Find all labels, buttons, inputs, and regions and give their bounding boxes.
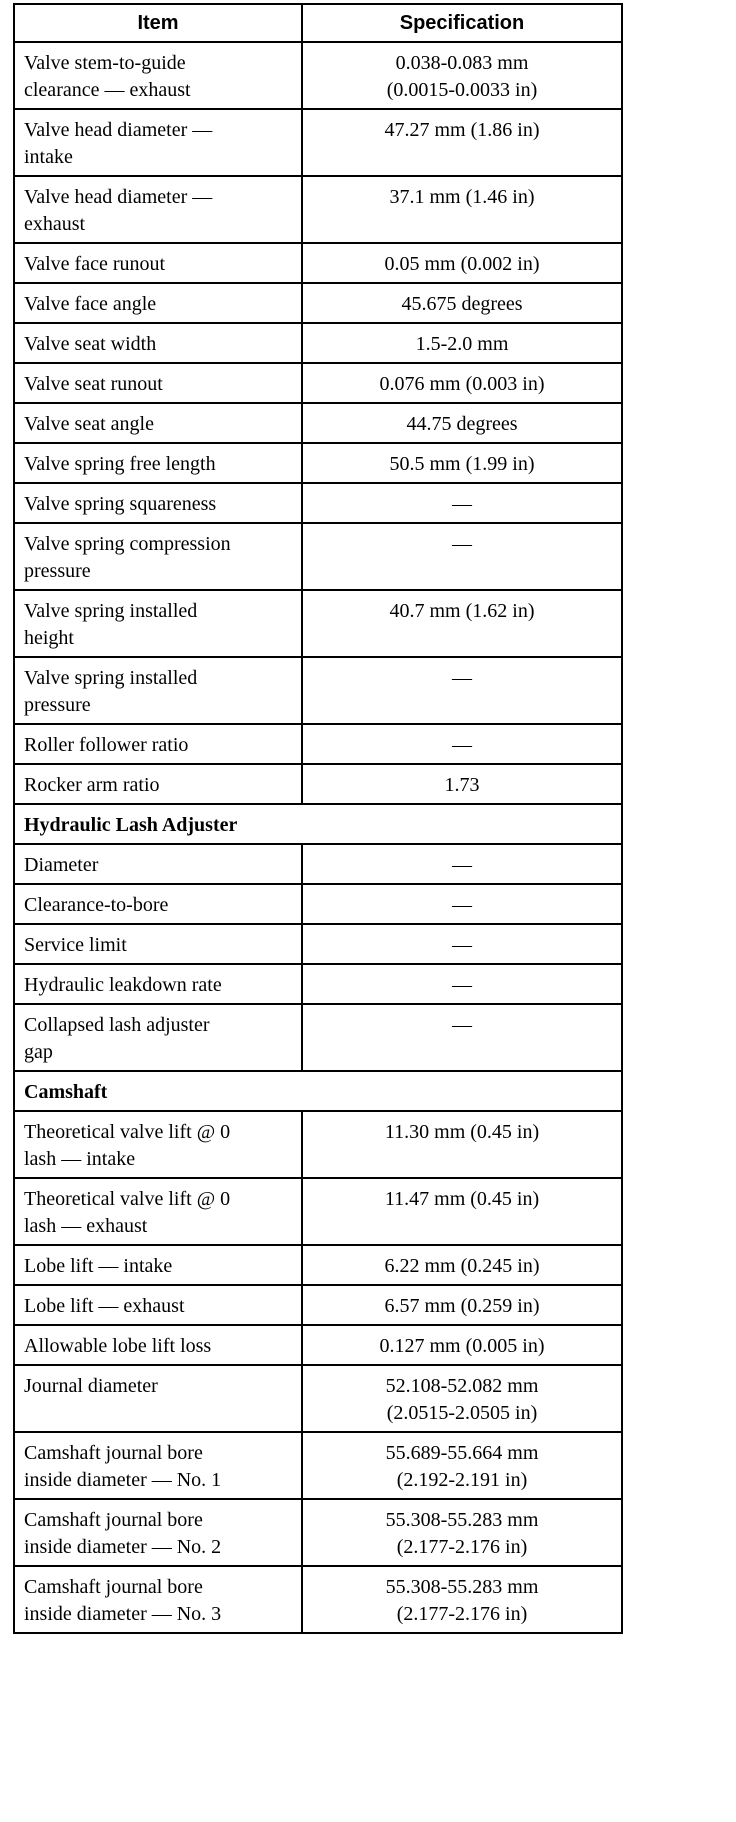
item-cell — [14, 403, 302, 443]
item-cell — [14, 590, 302, 657]
table-row — [14, 884, 622, 924]
item-text: Valve head diameter — — [24, 119, 213, 141]
item-cell — [14, 243, 302, 283]
table-row — [14, 363, 622, 403]
item-cell — [14, 176, 302, 243]
item-text: lash — intake — [24, 1148, 136, 1170]
specification-cell — [302, 1245, 622, 1285]
specification-value: — — [452, 533, 472, 555]
specification-cell — [302, 1432, 622, 1499]
item-text: Camshaft journal bore — [24, 1576, 203, 1598]
item-cell — [14, 724, 302, 764]
specification-value: (2.192-2.191 in) — [396, 1469, 528, 1491]
specification-cell — [302, 283, 622, 323]
item-text: Lobe lift — exhaust — [24, 1295, 185, 1317]
item-cell — [14, 764, 302, 804]
specification-value: 11.30 mm (0.45 in) — [384, 1121, 540, 1143]
item-text: Camshaft journal bore — [24, 1442, 203, 1464]
table-row — [14, 1111, 622, 1178]
specification-value: (2.177-2.176 in) — [396, 1536, 528, 1558]
table-row — [14, 1245, 622, 1285]
item-text: Valve spring squareness — [24, 493, 217, 515]
item-text: Diameter — [24, 854, 99, 876]
item-text: Valve face angle — [24, 293, 157, 315]
specification-value: 55.308-55.283 mm — [385, 1509, 539, 1531]
item-text: Valve head diameter — — [24, 186, 213, 208]
section-heading: Hydraulic Lash Adjuster — [14, 804, 622, 844]
item-text: Valve spring compression — [24, 533, 231, 555]
item-text: gap — [24, 1041, 53, 1063]
table-row — [14, 724, 622, 764]
specification-value: 0.05 mm (0.002 in) — [384, 253, 540, 275]
specification-value: — — [452, 934, 472, 956]
specification-cell — [302, 844, 622, 884]
specification-value: — — [452, 1014, 472, 1036]
item-text: Clearance-to-bore — [24, 894, 169, 916]
specification-value: 1.73 — [444, 774, 480, 796]
table-row — [14, 283, 622, 323]
specification-value: (2.177-2.176 in) — [396, 1603, 528, 1625]
item-cell — [14, 283, 302, 323]
table-row — [14, 1365, 622, 1432]
specifications-table — [13, 3, 623, 1634]
table-row — [14, 42, 622, 109]
specification-value: — — [452, 974, 472, 996]
item-cell — [14, 1325, 302, 1365]
table-row — [14, 176, 622, 243]
specification-value: — — [452, 734, 472, 756]
specification-cell — [302, 443, 622, 483]
specification-value: — — [452, 854, 472, 876]
item-text: Allowable lobe lift loss — [24, 1335, 212, 1357]
specification-value: 44.75 degrees — [406, 413, 518, 435]
specification-cell — [302, 657, 622, 724]
item-cell — [14, 1499, 302, 1566]
specification-value: 40.7 mm (1.62 in) — [389, 600, 535, 622]
table-row — [14, 1285, 622, 1325]
specification-cell — [302, 1111, 622, 1178]
item-text: Hydraulic leakdown rate — [24, 974, 222, 996]
table-row — [14, 523, 622, 590]
item-cell — [14, 523, 302, 590]
item-text: Valve spring installed — [24, 600, 198, 622]
specification-cell — [302, 323, 622, 363]
item-text: Roller follower ratio — [24, 734, 189, 756]
specification-value: 11.47 mm (0.45 in) — [384, 1188, 540, 1210]
specification-value: 45.675 degrees — [401, 293, 523, 315]
item-cell — [14, 1432, 302, 1499]
item-cell — [14, 844, 302, 884]
item-text: Valve seat angle — [24, 413, 154, 435]
item-text: pressure — [24, 560, 91, 582]
table-row — [14, 1432, 622, 1499]
specification-cell — [302, 1325, 622, 1365]
section-row — [14, 1071, 622, 1111]
item-cell — [14, 1178, 302, 1245]
item-text: exhaust — [24, 213, 86, 235]
item-text: pressure — [24, 694, 91, 716]
item-cell — [14, 1245, 302, 1285]
specification-value: (2.0515-2.0505 in) — [386, 1402, 538, 1424]
section-row — [14, 804, 622, 844]
item-cell — [14, 42, 302, 109]
table-row — [14, 1566, 622, 1633]
item-text: inside diameter — No. 1 — [24, 1469, 222, 1491]
item-text: inside diameter — No. 3 — [24, 1603, 222, 1625]
table-row — [14, 1004, 622, 1071]
table-row — [14, 1499, 622, 1566]
specification-cell — [302, 403, 622, 443]
table-row — [14, 590, 622, 657]
item-cell — [14, 483, 302, 523]
item-text: Camshaft journal bore — [24, 1509, 203, 1531]
item-text: Valve seat runout — [24, 373, 163, 395]
item-text: Valve seat width — [24, 333, 157, 355]
item-cell — [14, 443, 302, 483]
specification-value: 47.27 mm (1.86 in) — [384, 119, 540, 141]
item-cell — [14, 657, 302, 724]
table-row — [14, 1178, 622, 1245]
header-row — [14, 4, 622, 42]
specification-cell — [302, 764, 622, 804]
item-cell — [14, 1566, 302, 1633]
specification-cell — [302, 243, 622, 283]
item-text: Rocker arm ratio — [24, 774, 160, 796]
specification-value: 52.108-52.082 mm — [385, 1375, 539, 1397]
item-cell — [14, 109, 302, 176]
table-body — [14, 42, 622, 1633]
specification-value: — — [452, 667, 472, 689]
item-cell — [14, 363, 302, 403]
table-row — [14, 443, 622, 483]
specification-cell — [302, 884, 622, 924]
item-text: lash — exhaust — [24, 1215, 148, 1237]
specification-cell — [302, 724, 622, 764]
table-header — [14, 4, 622, 42]
item-cell — [14, 323, 302, 363]
item-text: clearance — exhaust — [24, 79, 191, 101]
item-text: height — [24, 627, 74, 649]
specification-cell — [302, 1285, 622, 1325]
specification-cell — [302, 964, 622, 1004]
table-row — [14, 403, 622, 443]
table-row — [14, 1325, 622, 1365]
specification-cell — [302, 483, 622, 523]
item-text: Journal diameter — [24, 1375, 158, 1397]
item-text: Service limit — [24, 934, 127, 956]
specification-value: 0.127 mm (0.005 in) — [379, 1335, 545, 1357]
item-cell — [14, 884, 302, 924]
item-cell — [14, 1111, 302, 1178]
table-row — [14, 483, 622, 523]
specification-value: 50.5 mm (1.99 in) — [389, 453, 535, 475]
specification-value: 0.076 mm (0.003 in) — [379, 373, 545, 395]
specification-value: 6.57 mm (0.259 in) — [384, 1295, 540, 1317]
specification-cell — [302, 523, 622, 590]
specification-value: — — [452, 894, 472, 916]
specification-cell — [302, 1365, 622, 1432]
item-column-header: Item — [14, 4, 302, 42]
specification-value: 1.5-2.0 mm — [415, 333, 509, 355]
table-row — [14, 964, 622, 1004]
specification-cell — [302, 42, 622, 109]
item-text: intake — [24, 146, 73, 168]
table-row — [14, 924, 622, 964]
item-text: Valve spring installed — [24, 667, 198, 689]
item-cell — [14, 1285, 302, 1325]
table-row — [14, 844, 622, 884]
item-text: Theoretical valve lift @ 0 — [24, 1121, 231, 1143]
specification-value: — — [452, 493, 472, 515]
item-text: Collapsed lash adjuster — [24, 1014, 210, 1036]
item-text: Valve face runout — [24, 253, 166, 275]
specification-column-header: Specification — [302, 4, 622, 42]
item-text: Lobe lift — intake — [24, 1255, 173, 1277]
item-cell — [14, 964, 302, 1004]
specification-cell — [302, 1499, 622, 1566]
table-row — [14, 243, 622, 283]
section-heading: Camshaft — [14, 1071, 622, 1111]
table-row — [14, 764, 622, 804]
specification-cell — [302, 363, 622, 403]
item-text: Valve spring free length — [24, 453, 216, 475]
table-row — [14, 323, 622, 363]
specification-value: 0.038-0.083 mm — [395, 52, 529, 74]
table-row — [14, 109, 622, 176]
specification-cell — [302, 1004, 622, 1071]
specification-value: 55.308-55.283 mm — [385, 1576, 539, 1598]
item-text: Valve stem-to-guide — [24, 52, 186, 74]
specification-cell — [302, 109, 622, 176]
specification-cell — [302, 176, 622, 243]
item-cell — [14, 1365, 302, 1432]
specification-value: 6.22 mm (0.245 in) — [384, 1255, 540, 1277]
specification-value: (0.0015-0.0033 in) — [386, 79, 538, 101]
specification-cell — [302, 924, 622, 964]
item-cell — [14, 1004, 302, 1071]
specification-value: 55.689-55.664 mm — [385, 1442, 539, 1464]
specification-value: 37.1 mm (1.46 in) — [389, 186, 535, 208]
item-text: Theoretical valve lift @ 0 — [24, 1188, 231, 1210]
specification-cell — [302, 1178, 622, 1245]
specification-cell — [302, 1566, 622, 1633]
specification-cell — [302, 590, 622, 657]
item-cell — [14, 924, 302, 964]
item-text: inside diameter — No. 2 — [24, 1536, 222, 1558]
table-row — [14, 657, 622, 724]
